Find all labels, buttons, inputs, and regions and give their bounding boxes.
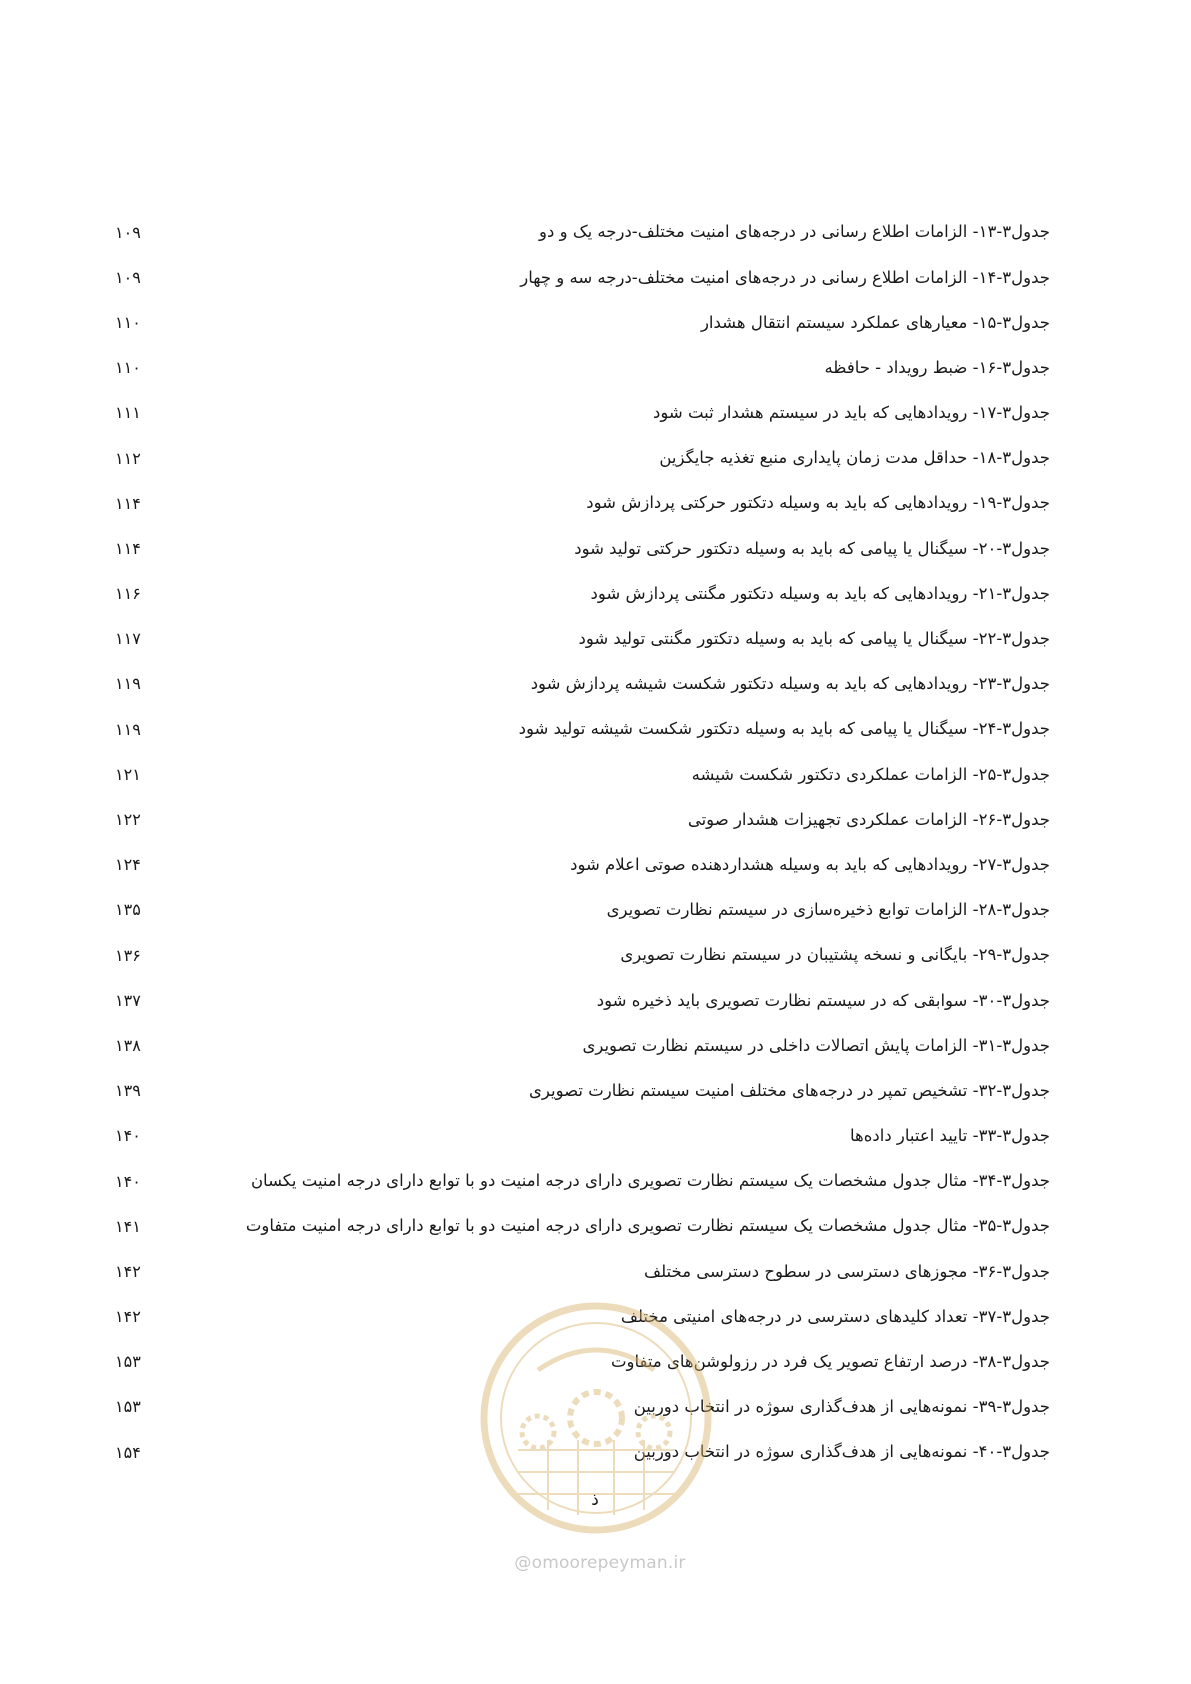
toc-entry-title: جدول۳-۳۲- تشخیص تمپر در درجه‌های مختلف امنیت سیستم نظارت تصویری [528,1080,1050,1100]
toc-entry-page: ۱۵۴ [115,1442,141,1462]
toc-entry-page: ۱۲۲ [115,810,141,830]
toc-entry-page: ۱۱۹ [115,674,141,694]
toc-entry [115,888,1050,933]
toc-entry [115,210,1050,255]
toc-entry-title: جدول۳-۲۶- الزامات عملکردی تجهیزات هشدار صوتی [687,809,1050,829]
toc-entry-title: جدول۳-۱۶- ضبط رویداد - حافظه [824,357,1050,377]
toc-entry [115,978,1050,1023]
toc-entry-page: ۱۵۳ [115,1352,141,1372]
toc-entry-page: ۱۴۲ [115,1307,141,1327]
toc-entry-page: ۱۲۱ [115,764,141,784]
toc-entry [115,1385,1050,1430]
toc-entry [115,300,1050,345]
toc-entry [115,572,1050,617]
toc-entry [115,617,1050,662]
toc-entry [115,1249,1050,1294]
toc-entry-page: ۱۱۹ [115,719,141,739]
toc-entry [115,1114,1050,1159]
toc-entry-page: ۱۱۷ [115,629,141,649]
toc-entry-title: جدول۳-۲۲- سیگنال یا پیامی که باید به وسیله دتکتور مگنتی تولید شود [578,629,1050,649]
toc-entry-title: جدول۳-۲۸- الزامات توابع ذخیره‌سازی در سیستم نظارت تصویری [606,900,1050,920]
toc-entry-page: ۱۳۶ [115,945,141,965]
toc-entry-title: جدول۳-۲۱- رویدادهایی که باید به وسیله دتکتور مگنتی پردازش شود [590,583,1050,603]
toc-entry-title: جدول۳-۱۸- حداقل مدت زمان پایداری منبع تغذیه جایگزین [659,448,1050,468]
toc-entry-page: ۱۴۲ [115,1261,141,1281]
toc-entry [115,1340,1050,1385]
toc-entry-page: ۱۰۹ [115,267,141,287]
toc-entry-page: ۱۱۲ [115,448,141,468]
toc-entry-title: جدول۳-۳۰- سوابقی که در سیستم نظارت تصویری باید ذخیره شود [596,990,1050,1010]
toc-entry-title: جدول۳-۲۰- سیگنال یا پیامی که باید به وسیله دتکتور حرکتی تولید شود [574,538,1050,558]
toc-entry-page: ۱۱۱ [115,403,141,423]
toc-entry [115,1069,1050,1114]
toc-entry-title: جدول۳-۱۹- رویدادهایی که باید به وسیله دتکتور حرکتی پردازش شود [586,493,1050,513]
toc-entry [115,843,1050,888]
toc-entry [115,662,1050,707]
toc-entry-title: جدول۳-۲۹- بایگانی و نسخه پشتیبان در سیستم نظارت تصویری [620,945,1050,965]
toc-entry [115,1204,1050,1249]
toc-entry [115,481,1050,526]
toc-entry-title: جدول۳-۳۱- الزامات پایش اتصالات داخلی در سیستم نظارت تصویری [582,1035,1050,1055]
toc-entry-page: ۱۱۶ [115,584,141,604]
toc-entry [115,933,1050,978]
toc-entry [115,526,1050,571]
toc-entry-page: ۱۲۴ [115,855,141,875]
toc-entry-title: جدول۳-۱۵- معیارهای عملکرد سیستم انتقال هشدار [700,312,1050,332]
toc-entry-title: جدول۳-۳۳- تایید اعتبار داده‌ها [850,1126,1050,1146]
toc-entry-title: جدول۳-۱۴- الزامات اطلاع رسانی در درجه‌های امنیت مختلف-درجه سه و چهار [520,267,1050,287]
toc-entry-page: ۱۰۹ [115,222,141,242]
toc-entry [115,707,1050,752]
toc-entry-title: جدول۳-۳۷- تعداد کلیدهای دسترسی در درجه‌های امنیتی مختلف [620,1306,1050,1326]
toc-entry-title: جدول۳-۱۷- رویدادهایی که باید در سیستم هشدار ثبت شود [653,403,1050,423]
toc-entry-title: جدول۳-۳۸- درصد ارتفاع تصویر یک فرد در رزولوشن‌های متفاوت [611,1352,1050,1372]
toc-entry-page: ۱۳۷ [115,990,141,1010]
toc-entry-page: ۱۴۰ [115,1171,141,1191]
toc-entry [115,1159,1050,1204]
toc-entry-title: جدول۳-۳۶- مجوزهای دسترسی در سطوح دسترسی مختلف [644,1261,1050,1281]
toc-entry-page: ۱۴۰ [115,1126,141,1146]
toc-entry-title: جدول۳-۲۳- رویدادهایی که باید به وسیله دتکتور شکست شیشه پردازش شود [530,674,1050,694]
page-number: ذ [591,1490,599,1510]
toc-entry [115,752,1050,797]
toc-entry [115,436,1050,481]
toc-entry-title: جدول۳-۲۷- رویدادهایی که باید به وسیله هشداردهنده صوتی اعلام شود [570,854,1050,874]
toc-entry-page: ۱۱۰ [115,312,141,332]
watermark-text: @omoorepeyman.ir [514,1553,686,1573]
toc-entry-page: ۱۳۸ [115,1035,141,1055]
toc-entry-page: ۱۱۴ [115,538,141,558]
toc-entry [115,1023,1050,1068]
toc-list [115,210,1050,1475]
toc-entry-title: جدول۳-۳۴- مثال جدول مشخصات یک سیستم نظارت تصویری دارای درجه امنیت دو با توابع دارای درجه امنیت یکسان [250,1171,1050,1191]
toc-entry [115,797,1050,842]
toc-entry [115,255,1050,300]
toc-entry [115,391,1050,436]
toc-entry-page: ۱۴۱ [115,1216,141,1236]
toc-entry-title: جدول۳-۱۳- الزامات اطلاع رسانی در درجه‌های امنیت مختلف-درجه یک و دو [539,222,1050,242]
toc-entry-title: جدول۳-۲۵- الزامات عملکردی دتکتور شکست شیشه [691,764,1050,784]
toc-entry-title: جدول۳-۳۵- مثال جدول مشخصات یک سیستم نظارت تصویری دارای درجه امنیت دو با توابع دارای درجه امنیت متفاوت [245,1216,1050,1236]
toc-entry-page: ۱۳۵ [115,900,141,920]
toc-entry [115,1430,1050,1475]
toc-entry-page: ۱۱۴ [115,493,141,513]
toc-entry [115,1295,1050,1340]
toc-entry-page: ۱۳۹ [115,1081,141,1101]
toc-entry-page: ۱۱۰ [115,358,141,378]
toc-entry-title: جدول۳-۲۴- سیگنال یا پیامی که باید به وسیله دتکتور شکست شیشه تولید شود [518,719,1050,739]
toc-entry-title: جدول۳-۳۹- نمونه‌هایی از هدف‌گذاری سوژه در انتخاب دوربین [633,1397,1050,1417]
toc-entry-page: ۱۵۳ [115,1397,141,1417]
toc-entry [115,346,1050,391]
toc-entry-title: جدول۳-۴۰- نمونه‌هایی از هدف‌گذاری سوژه در انتخاب دوربین [633,1442,1050,1462]
